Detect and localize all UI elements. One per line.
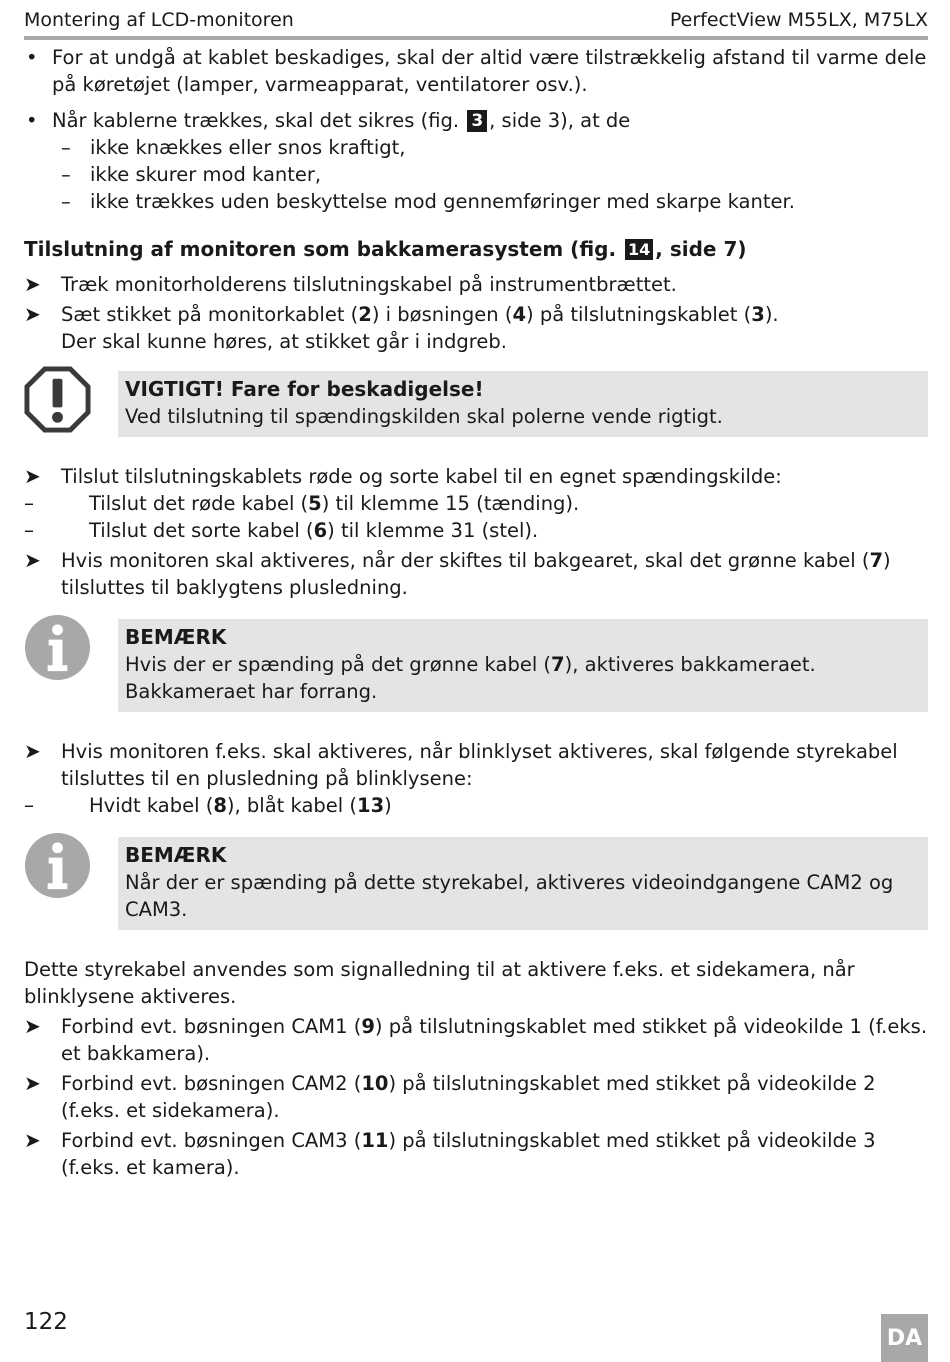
part-number: 9	[361, 1015, 375, 1038]
language-badge: DA	[881, 1314, 928, 1362]
step-item: ➤ Sæt stikket på monitorkablet (2) i bøsningen (4) på tilslutningskablet (3). Der skal kunne høres, at stikket går i indgreb.	[24, 302, 779, 353]
dash-marker: –	[24, 793, 34, 817]
part-number: 11	[361, 1129, 389, 1152]
part-number: 6	[313, 519, 328, 542]
arrow-marker-icon: ➤	[24, 272, 41, 296]
part-number: 7	[869, 549, 884, 572]
sub-list-item	[24, 188, 928, 215]
info-icon	[24, 614, 91, 681]
dash-marker: –	[24, 518, 34, 542]
page-header	[24, 6, 928, 40]
part-number: 2	[358, 303, 372, 326]
arrow-marker-icon: ➤	[24, 464, 41, 488]
part-number: 13	[357, 794, 385, 817]
page-content	[24, 44, 928, 1184]
dash-marker: –	[61, 136, 71, 159]
arrow-marker-icon: ➤	[24, 1071, 41, 1095]
step-item	[24, 271, 928, 298]
section-heading: Tilslutning af monitoren som bakkamerasystem (fig. 14 , side 7)	[24, 237, 747, 261]
bullet-marker: •	[26, 109, 38, 132]
sub-list-item	[24, 161, 928, 188]
note-text: Hvis der er spænding på det grønne kabel (7), aktiveres bakkameraet. Bakkameraet har forrang.	[125, 653, 816, 703]
bullet-text: For at undgå at kablet beskadiges, skal der altid være tilstrækkelig afstand til varme dele på køretøjet (lamper, varmeapparat, ventilatorer osv.).	[52, 46, 927, 96]
part-number: 10	[361, 1072, 389, 1095]
part-number: 8	[213, 794, 227, 817]
part-number: 3	[751, 303, 765, 326]
info-icon	[24, 832, 91, 899]
step-text: Hvis monitoren f.eks. skal aktiveres, når blinklyset aktiveres, skal følgende styrekabel tilsluttes til en plusledning på blinklysene:	[61, 740, 898, 790]
step-text: Træk monitorholderens tilslutningskabel på instrumentbrættet.	[61, 273, 677, 296]
sub-list-item: – Hvidt kabel (8), blåt kabel (13)	[24, 793, 392, 817]
dash-marker: –	[61, 190, 71, 213]
part-number: 4	[512, 303, 527, 326]
bullet-text: , side 3), at de	[489, 109, 631, 132]
note-content	[118, 837, 928, 930]
bullet-marker: •	[26, 46, 38, 69]
step-item	[24, 738, 928, 819]
part-number: 5	[308, 492, 322, 515]
dash-marker: –	[61, 163, 71, 186]
warning-title: VIGTIGT! Fare for beskadigelse!	[125, 377, 484, 401]
sub-list-text: ikke trækkes uden beskyttelse mod gennemføringer med skarpe kanter.	[90, 190, 795, 213]
note-box	[24, 837, 928, 930]
sub-list-item: – Tilslut det sorte kabel (6) til klemme 31 (stel).	[24, 518, 539, 542]
dash-marker: –	[24, 491, 34, 515]
figure-reference-badge: 3	[467, 110, 487, 132]
note-content	[118, 619, 928, 712]
note-title: BEMÆRK	[125, 625, 227, 649]
step-item: ➤ Forbind evt. bøsningen CAM1 (9) på tilslutningskablet med stikket på videokilde 1 (f.eks. et bakkamera).	[24, 1014, 928, 1065]
arrow-marker-icon: ➤	[24, 548, 41, 572]
sub-list-item: – Tilslut det røde kabel (5) til klemme 15 (tænding).	[24, 491, 580, 515]
bullet-item	[24, 107, 928, 215]
step-result-text: Der skal kunne høres, at stikket går i indgreb.	[61, 330, 507, 353]
header-product-name: PerfectView M55LX, M75LX	[669, 9, 928, 31]
bullet-text: Når kablerne trækkes, skal det sikres (fig.	[52, 109, 466, 132]
note-title: BEMÆRK	[125, 843, 227, 867]
step-item	[24, 463, 928, 544]
header-chapter-title: Montering af LCD-monitoren	[24, 9, 294, 31]
arrow-marker-icon: ➤	[24, 739, 41, 763]
figure-reference-badge: 14	[625, 239, 653, 260]
note-text: Når der er spænding på dette styrekabel, aktiveres videoindgangene CAM2 og CAM3.	[125, 871, 894, 921]
note-box	[24, 619, 928, 712]
step-item: ➤ Hvis monitoren skal aktiveres, når der skiftes til bakgearet, skal det grønne kabel (7) tilsluttes til baklygtens plusledning.	[24, 548, 891, 599]
step-item: ➤ Forbind evt. bøsningen CAM3 (11) på tilslutningskablet med stikket på videokilde 3 (f.eks. et kamera).	[24, 1128, 876, 1179]
step-text: Tilslut tilslutningskablets røde og sorte kabel til en egnet spændingskilde:	[61, 465, 782, 488]
page-number: 122	[24, 1309, 68, 1335]
warning-octagon-icon	[24, 366, 91, 433]
step-item: ➤ Forbind evt. bøsningen CAM2 (10) på tilslutningskablet med stikket på videokilde 2 (f.eks. et sidekamera).	[24, 1071, 876, 1122]
bullet-item	[24, 44, 928, 98]
warning-text: Ved tilslutning til spændingskilden skal polerne vende rigtigt.	[125, 405, 723, 428]
sub-list-text: ikke knækkes eller snos kraftigt,	[90, 136, 406, 159]
arrow-marker-icon: ➤	[24, 302, 41, 326]
body-paragraph: Dette styrekabel anvendes som signalledning til at aktivere f.eks. et sidekamera, når blinklysene aktiveres.	[24, 958, 855, 1008]
sub-list-item	[24, 134, 928, 161]
warning-content	[118, 371, 928, 437]
arrow-marker-icon: ➤	[24, 1014, 41, 1038]
part-number: 7	[551, 653, 565, 676]
arrow-marker-icon: ➤	[24, 1128, 41, 1152]
warning-box	[24, 371, 928, 437]
sub-list-text: ikke skurer mod kanter,	[90, 163, 322, 186]
